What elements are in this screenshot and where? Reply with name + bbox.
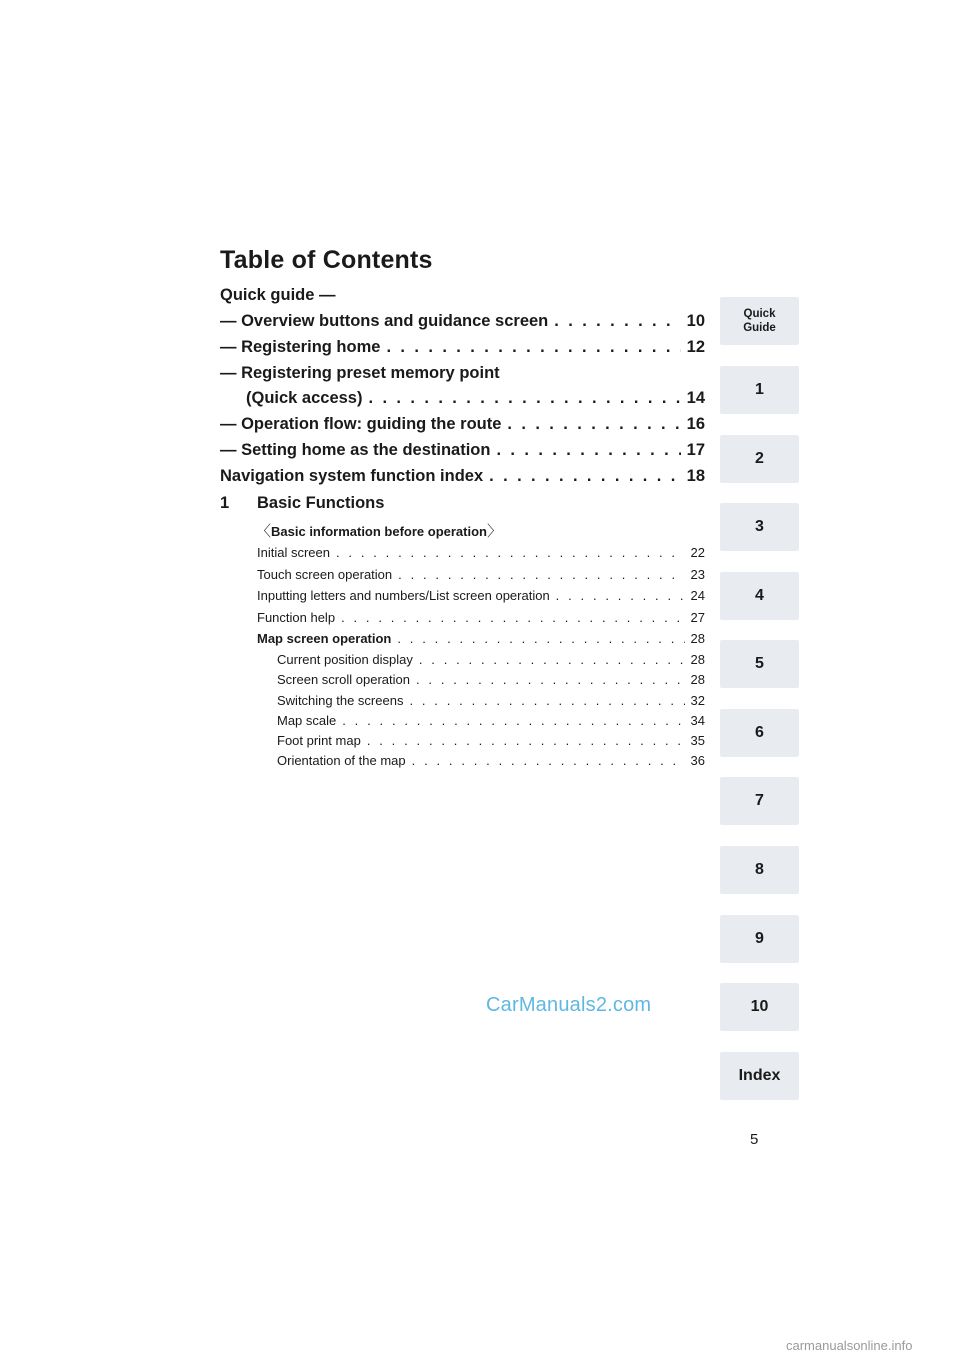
leader-dots bbox=[367, 733, 685, 748]
toc-entry-label: — Operation flow: guiding the route bbox=[220, 415, 502, 433]
toc-subitem-label: Switching the screens bbox=[277, 693, 404, 708]
leader-dots bbox=[554, 312, 680, 331]
tab-chapter-2[interactable] bbox=[720, 435, 799, 483]
toc-entry-page: 12 bbox=[686, 338, 705, 356]
toc-entry-label: — Registering home bbox=[220, 338, 381, 356]
toc-item-page: 28 bbox=[690, 631, 705, 646]
toc-subitem-foot-print-map[interactable] bbox=[277, 733, 705, 748]
toc-item-label: Inputting letters and numbers/List screen operation bbox=[257, 588, 550, 603]
toc-item-map-screen[interactable] bbox=[257, 631, 705, 646]
toc-entry-page: 18 bbox=[686, 467, 705, 485]
tab-chapter-3[interactable] bbox=[720, 503, 799, 551]
toc-subitem-screen-scroll[interactable] bbox=[277, 672, 705, 687]
toc-entry-registering-home[interactable] bbox=[220, 338, 705, 357]
tab-label: 3 bbox=[755, 518, 764, 535]
section-heading-label: Basic information before operation bbox=[271, 524, 487, 539]
toc-entry-operation-flow[interactable] bbox=[220, 415, 705, 434]
leader-dots bbox=[341, 610, 684, 625]
toc-item-touch-screen[interactable] bbox=[257, 567, 705, 582]
leader-dots bbox=[416, 672, 685, 687]
leader-dots bbox=[336, 545, 685, 560]
leader-dots bbox=[412, 753, 685, 768]
toc-entry-page: 16 bbox=[686, 415, 705, 433]
toc-entry-page: 10 bbox=[686, 312, 705, 330]
bracket-open: 〈 bbox=[256, 523, 272, 540]
footer-watermark: carmanualsonline.info bbox=[786, 1338, 913, 1353]
tab-label: 7 bbox=[755, 792, 764, 809]
tab-quick-guide[interactable] bbox=[720, 297, 799, 345]
toc-item-inputting-letters[interactable] bbox=[257, 588, 705, 603]
leader-dots bbox=[409, 693, 684, 708]
tab-chapter-9[interactable] bbox=[720, 915, 799, 963]
quick-guide-heading: Quick guide — bbox=[220, 286, 336, 304]
toc-subitem-page: 32 bbox=[690, 693, 705, 708]
section-heading bbox=[256, 520, 502, 541]
leader-dots bbox=[398, 567, 684, 582]
toc-subitem-page: 28 bbox=[690, 652, 705, 667]
toc-entry-quick-access[interactable] bbox=[246, 389, 705, 408]
tab-label: Guide bbox=[743, 322, 776, 334]
leader-dots bbox=[419, 652, 685, 667]
toc-subitem-switching-screens[interactable] bbox=[277, 693, 705, 708]
toc-entry-label: — Overview buttons and guidance screen bbox=[220, 312, 549, 330]
toc-item-initial-screen[interactable] bbox=[257, 545, 705, 560]
toc-item-page: 23 bbox=[690, 567, 705, 582]
tab-label: 10 bbox=[750, 998, 769, 1015]
tab-chapter-1[interactable] bbox=[720, 366, 799, 414]
tab-label: 5 bbox=[755, 655, 764, 672]
toc-entry-preset-line1[interactable]: — Registering preset memory point bbox=[220, 364, 500, 382]
toc-item-page: 22 bbox=[690, 545, 705, 560]
tab-label: Index bbox=[738, 1067, 781, 1084]
tab-label: Quick bbox=[743, 308, 776, 320]
page-title: Table of Contents bbox=[220, 246, 433, 274]
leader-dots bbox=[368, 389, 680, 408]
tab-label: 8 bbox=[755, 861, 764, 878]
toc-item-label: Initial screen bbox=[257, 545, 330, 560]
toc-item-page: 24 bbox=[690, 588, 705, 603]
toc-entry-label: — Setting home as the destination bbox=[220, 441, 491, 459]
chapter-title[interactable]: Basic Functions bbox=[257, 494, 385, 512]
tab-label: 4 bbox=[755, 587, 764, 604]
tab-chapter-10[interactable] bbox=[720, 983, 799, 1031]
toc-subitem-map-scale[interactable] bbox=[277, 713, 705, 728]
toc-entry-setting-home[interactable] bbox=[220, 441, 705, 460]
toc-subitem-page: 36 bbox=[690, 753, 705, 768]
toc-subitem-orientation[interactable] bbox=[277, 753, 705, 768]
toc-item-label: Map screen operation bbox=[257, 631, 392, 646]
tab-label: 2 bbox=[755, 450, 764, 467]
tab-index[interactable] bbox=[720, 1052, 799, 1100]
toc-subitem-label: Foot print map bbox=[277, 733, 361, 748]
tab-chapter-6[interactable] bbox=[720, 709, 799, 757]
toc-entry-label: (Quick access) bbox=[246, 389, 363, 407]
bracket-close: 〉 bbox=[487, 523, 503, 540]
toc-subitem-label: Orientation of the map bbox=[277, 753, 406, 768]
toc-entry-function-index[interactable] bbox=[220, 467, 705, 486]
tab-label: 1 bbox=[755, 381, 764, 398]
toc-item-function-help[interactable] bbox=[257, 610, 705, 625]
toc-subitem-current-position[interactable] bbox=[277, 652, 705, 667]
toc-entry-page: 14 bbox=[686, 389, 705, 407]
page-number: 5 bbox=[750, 1131, 759, 1148]
watermark-link[interactable]: CarManuals2.com bbox=[486, 994, 652, 1016]
toc-item-label: Touch screen operation bbox=[257, 567, 393, 582]
toc-entry-page: 17 bbox=[686, 441, 705, 459]
tab-chapter-7[interactable] bbox=[720, 777, 799, 825]
toc-item-page: 27 bbox=[690, 610, 705, 625]
toc-subitem-page: 34 bbox=[690, 713, 705, 728]
leader-dots bbox=[496, 441, 680, 460]
leader-dots bbox=[489, 467, 681, 486]
toc-subitem-page: 35 bbox=[690, 733, 705, 748]
leader-dots bbox=[507, 415, 680, 434]
chapter-number: 1 bbox=[220, 494, 230, 512]
tab-chapter-4[interactable] bbox=[720, 572, 799, 620]
toc-subitem-page: 28 bbox=[690, 672, 705, 687]
toc-subitem-label: Screen scroll operation bbox=[277, 672, 410, 687]
tab-chapter-5[interactable] bbox=[720, 640, 799, 688]
tab-label: 9 bbox=[755, 930, 764, 947]
toc-entry-label: Navigation system function index bbox=[220, 467, 484, 485]
leader-dots bbox=[556, 588, 685, 603]
toc-item-label: Function help bbox=[257, 610, 336, 625]
leader-dots bbox=[386, 338, 680, 357]
tab-label: 6 bbox=[755, 724, 764, 741]
tab-chapter-8[interactable] bbox=[720, 846, 799, 894]
toc-entry-overview[interactable] bbox=[220, 312, 705, 331]
leader-dots bbox=[397, 631, 684, 646]
toc-subitem-label: Map scale bbox=[277, 713, 337, 728]
toc-subitem-label: Current position display bbox=[277, 652, 413, 667]
leader-dots bbox=[342, 713, 684, 728]
